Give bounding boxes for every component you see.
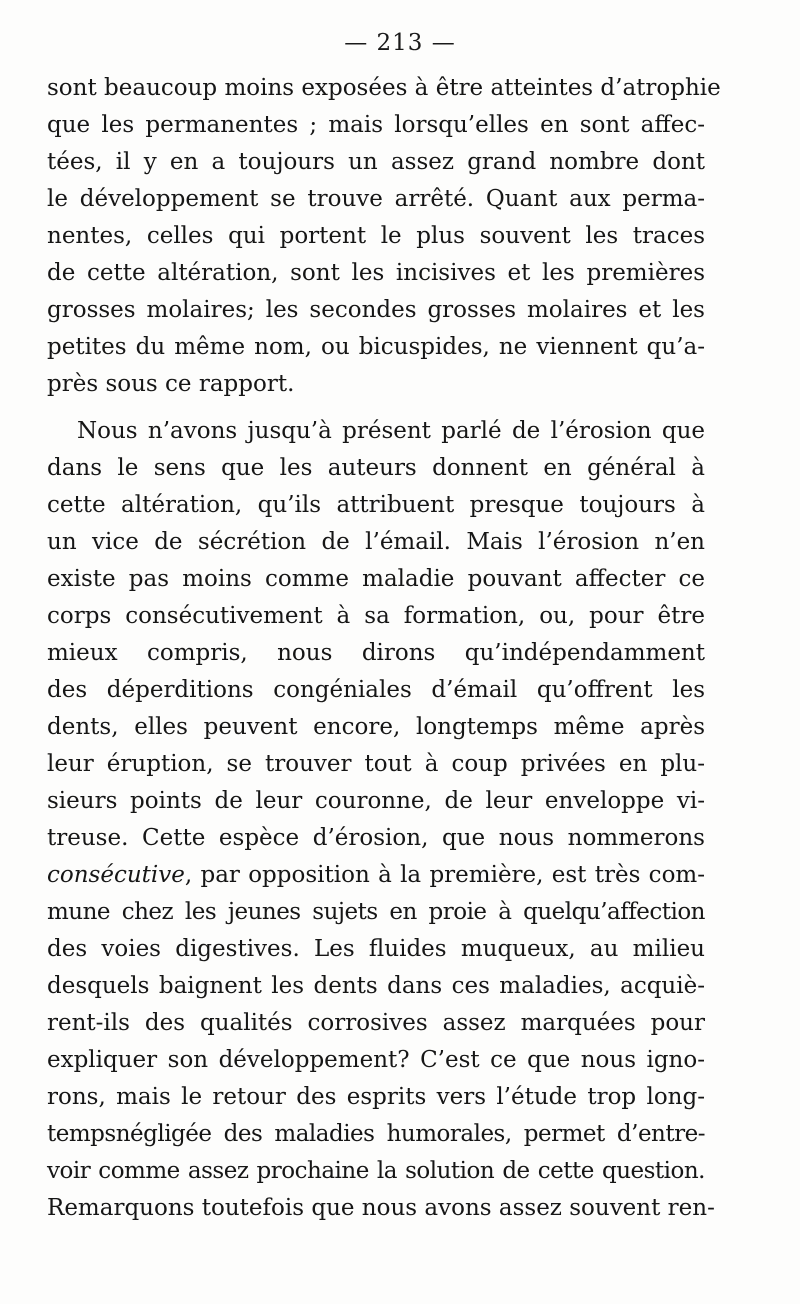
- text-line: un vice de sécrétion de l’émail. Mais l’érosion n’en: [47, 529, 705, 555]
- text-line: nentes, celles qui portent le plus souvent les traces: [47, 223, 705, 249]
- text-line: rent-ils des qualités corrosives assez marquées pour: [47, 1010, 705, 1036]
- text-line-rest: , par opposition à la première, est très com-: [184, 862, 705, 888]
- text-line: leur éruption, se trouver tout à coup privées en plu-: [47, 751, 705, 777]
- text-line: des voies digestives. Les fluides muqueux, au milieu: [47, 936, 705, 962]
- text-line: mune chez les jeunes sujets en proie à quelqu’affection: [47, 899, 705, 925]
- text-line: desquels baignent les dents dans ces maladies, acquiè-: [47, 973, 705, 999]
- text-line-with-italic: [47, 857, 705, 894]
- text-line: Remarquons toutefois que nous avons assez souvent ren-: [47, 1195, 715, 1221]
- text-line: treuse. Cette espèce d’érosion, que nous nommerons: [47, 825, 705, 851]
- text-line: sont beaucoup moins exposées à être atteintes d’atrophie: [47, 75, 721, 101]
- body-text: [47, 70, 721, 1227]
- text-line: tées, il y en a toujours un assez grand nombre dont: [47, 149, 705, 175]
- text-line: tempsnégligée des maladies humorales, permet d’entre-: [47, 1121, 705, 1147]
- text-line: rons, mais le retour des esprits vers l’étude trop long-: [47, 1084, 705, 1110]
- text-line: dans le sens que les auteurs donnent en général à: [47, 455, 705, 481]
- text-line: grosses molaires; les secondes grosses molaires et les: [47, 297, 705, 323]
- text-line: existe pas moins comme maladie pouvant affecter ce: [47, 566, 705, 592]
- text-line: sieurs points de leur couronne, de leur enveloppe vi-: [47, 788, 705, 814]
- text-line: le développement se trouve arrêté. Quant aux perma-: [47, 186, 705, 212]
- text-line: de cette altération, sont les incisives et les premières: [47, 260, 705, 286]
- text-line: près sous ce rapport.: [47, 371, 295, 397]
- text-line: des déperditions congéniales d’émail qu’offrent les: [47, 677, 705, 703]
- text-line: dents, elles peuvent encore, longtemps même après: [47, 714, 705, 740]
- text-line: que les permanentes ; mais lorsqu’elles en sont affec-: [47, 112, 705, 138]
- text-line: mieux compris, nous dirons qu’indépendamment: [47, 640, 705, 666]
- page-number: — 213 —: [344, 30, 456, 56]
- text-line: voir comme assez prochaine la solution de cette question.: [47, 1158, 705, 1184]
- text-line: expliquer son développement? C’est ce que nous igno-: [47, 1047, 705, 1073]
- text-line: petites du même nom, ou bicuspides, ne viennent qu’a-: [47, 334, 705, 360]
- text-line: Nous n’avons jusqu’à présent parlé de l’érosion que: [77, 418, 705, 444]
- text-line: corps consécutivement à sa formation, ou, pour être: [47, 603, 705, 629]
- italic-term: consécutive: [47, 862, 185, 888]
- text-line: cette altération, qu’ils attribuent presque toujours à: [47, 492, 705, 518]
